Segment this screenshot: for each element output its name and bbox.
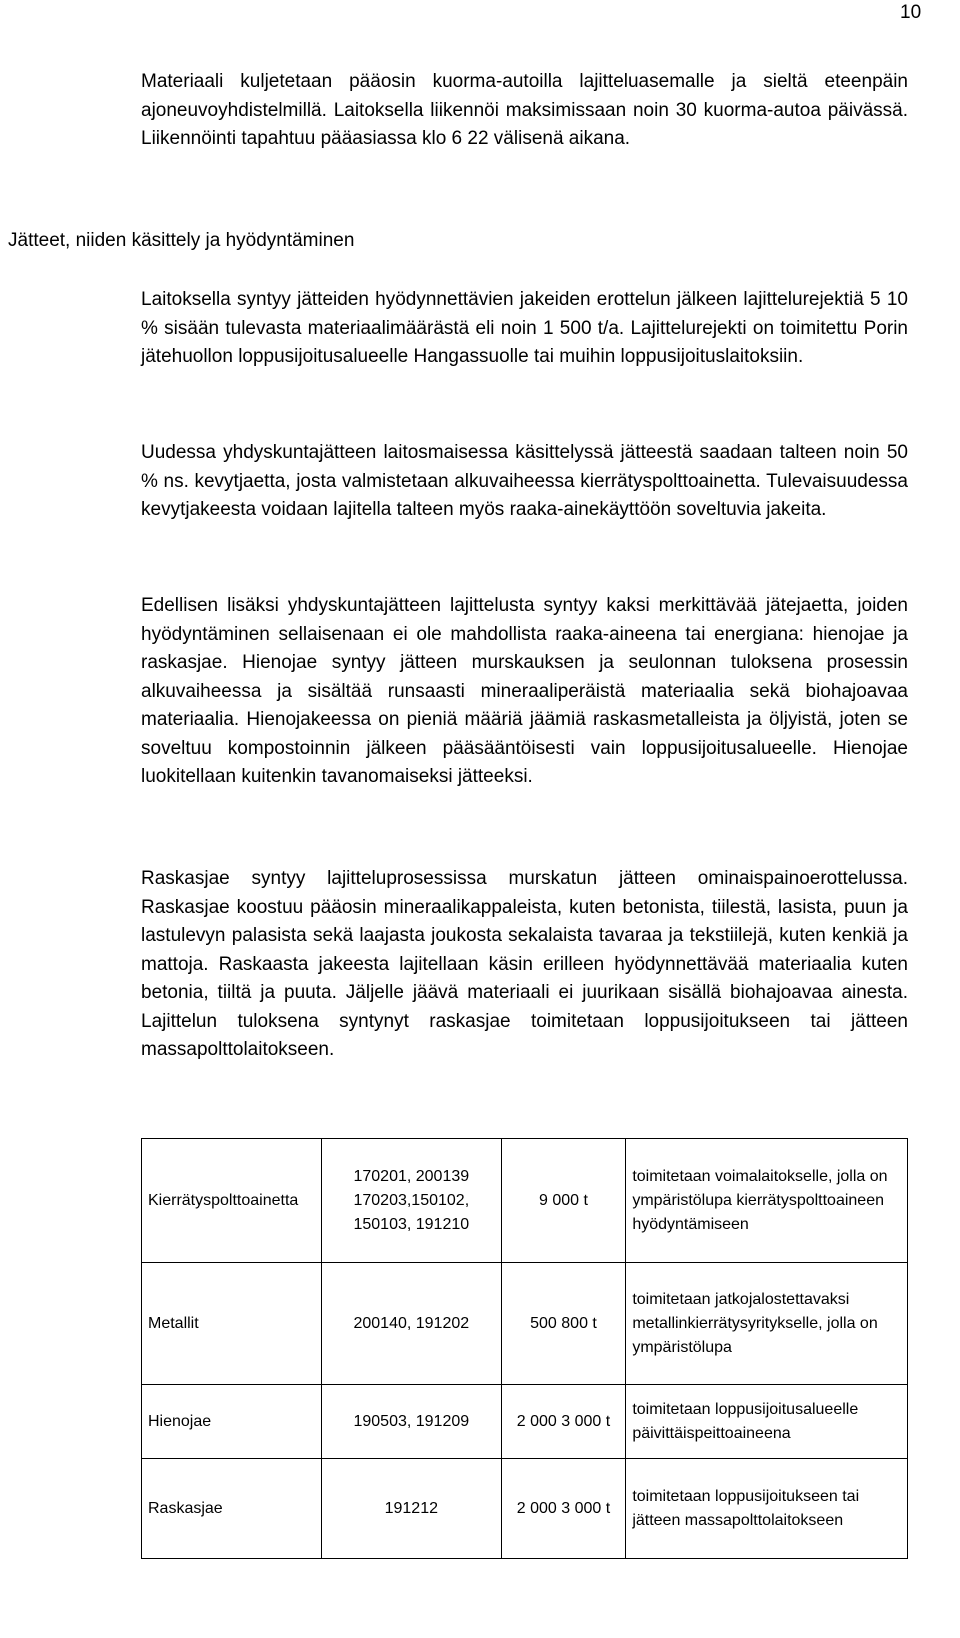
table-cell-name: Metallit xyxy=(142,1263,322,1385)
table-cell-amount: 9 000 t xyxy=(501,1139,626,1263)
table-row xyxy=(142,1459,908,1559)
table-cell-name: Kierrätyspolttoainetta xyxy=(142,1139,322,1263)
table-row xyxy=(142,1263,908,1385)
table-cell-destination: toimitetaan loppusijoitukseen tai jätteen massapolttolaitokseen xyxy=(626,1459,908,1559)
table-cell-amount: 500 800 t xyxy=(501,1263,626,1385)
table-cell-amount: 2 000 3 000 t xyxy=(501,1459,626,1559)
table-cell-destination: toimitetaan jatkojalostettavaksi metallinkierrätysyritykselle, jolla on ympäristölupa xyxy=(626,1263,908,1385)
table-cell-codes: 170201, 200139 170203,150102, 150103, 191210 xyxy=(321,1139,501,1263)
table-cell-amount: 2 000 3 000 t xyxy=(501,1385,626,1459)
table-cell-codes: 190503, 191209 xyxy=(321,1385,501,1459)
table-cell-name: Hienojae xyxy=(142,1385,322,1459)
waste-table xyxy=(141,1138,908,1559)
paragraph-light-fraction: Uudessa yhdyskuntajätteen laitosmaisessa käsittelyssä jätteestä saadaan talteen noin 50 % ns. kevytjaetta, josta valmistetaan alkuvaiheessa kierrätyspolttoainetta. Tulevaisuudessa kevytjakeesta voidaan lajitella talteen myös raaka-ainekäyttöön soveltuvia jakeita. xyxy=(141,442,908,520)
page-number: 10 xyxy=(900,2,922,23)
paragraph-heavy-fraction: Raskasjae syntyy lajitteluprosessissa murskatun jätteen ominaispainoerottelussa. Raskasjae koostuu pääosin mineraalikappaleista, kuten betonista, tiilestä, lasista, puun ja lastulevyn palasista sekä laajasta joukosta sekalaista tavaraa ja tekstiilejä, kuten kenkiä ja mattoja. Raskaasta jakeesta lajitellaan käsin erilleen hyödynnettävää materiaalia kuten betonia, tiiltä ja puuta. Jäljelle jäävä materiaali ei juurikaan sisällä biohajoavaa ainesta. Lajittelun tuloksena syntynyt raskasjae toimitetaan loppusijoitukseen tai jätteen massapolttolaitokseen. xyxy=(141,868,908,1060)
table-row xyxy=(142,1139,908,1263)
table-cell-codes: 191212 xyxy=(321,1459,501,1559)
intro-paragraph: Materiaali kuljetetaan pääosin kuorma-autoilla lajitteluasemalle ja sieltä eteenpäin ajoneuvoyhdistelmillä. Laitoksella liikennöi maksimissaan noin 30 kuorma-autoa päivässä. Liikennöinti tapahtuu pääasiassa klo 6 22 välisenä aikana. xyxy=(141,71,908,149)
paragraph-rejects: Laitoksella syntyy jätteiden hyödynnettävien jakeiden erottelun jälkeen lajittelurejektiä 5 10 % sisään tulevasta materiaalimäärästä eli noin 1 500 t/a. Lajittelurejekti on toimitettu Porin jätehuollon loppusijoitusalueelle Hangassuolle tai muihin loppusijoituslaitoksiin. xyxy=(141,289,908,367)
section-heading: Jätteet, niiden käsittely ja hyödyntäminen xyxy=(8,230,355,251)
table-row xyxy=(142,1385,908,1459)
table-cell-destination: toimitetaan loppusijoitusalueelle päivittäispeittoaineena xyxy=(626,1385,908,1459)
table-cell-codes: 200140, 191202 xyxy=(321,1263,501,1385)
paragraph-fine-fraction: Edellisen lisäksi yhdyskuntajätteen lajittelusta syntyy kaksi merkittävää jätejaetta, joiden hyödyntäminen sellaisenaan ei ole mahdollista raaka-aineena tai energiana: hienojae ja raskasjae. Hienojae syntyy jätteen murskauksen ja seulonnan tuloksena prosessin alkuvaiheessa ja sisältää runsaasti mineraaliperäistä materiaalia sekä biohajoavaa materiaalia. Hienojakeessa on pieniä määriä jäämiä raskasmetalleista ja öljyistä, joten se soveltuu kompostoinnin jälkeen pääsääntöisesti vain loppusijoitusalueelle. Hienojae luokitellaan kuitenkin tavanomaiseksi jätteeksi. xyxy=(141,595,908,787)
table-cell-name: Raskasjae xyxy=(142,1459,322,1559)
table-cell-destination: toimitetaan voimalaitokselle, jolla on ympäristölupa kierrätyspolttoaineen hyödyntämiseen xyxy=(626,1139,908,1263)
